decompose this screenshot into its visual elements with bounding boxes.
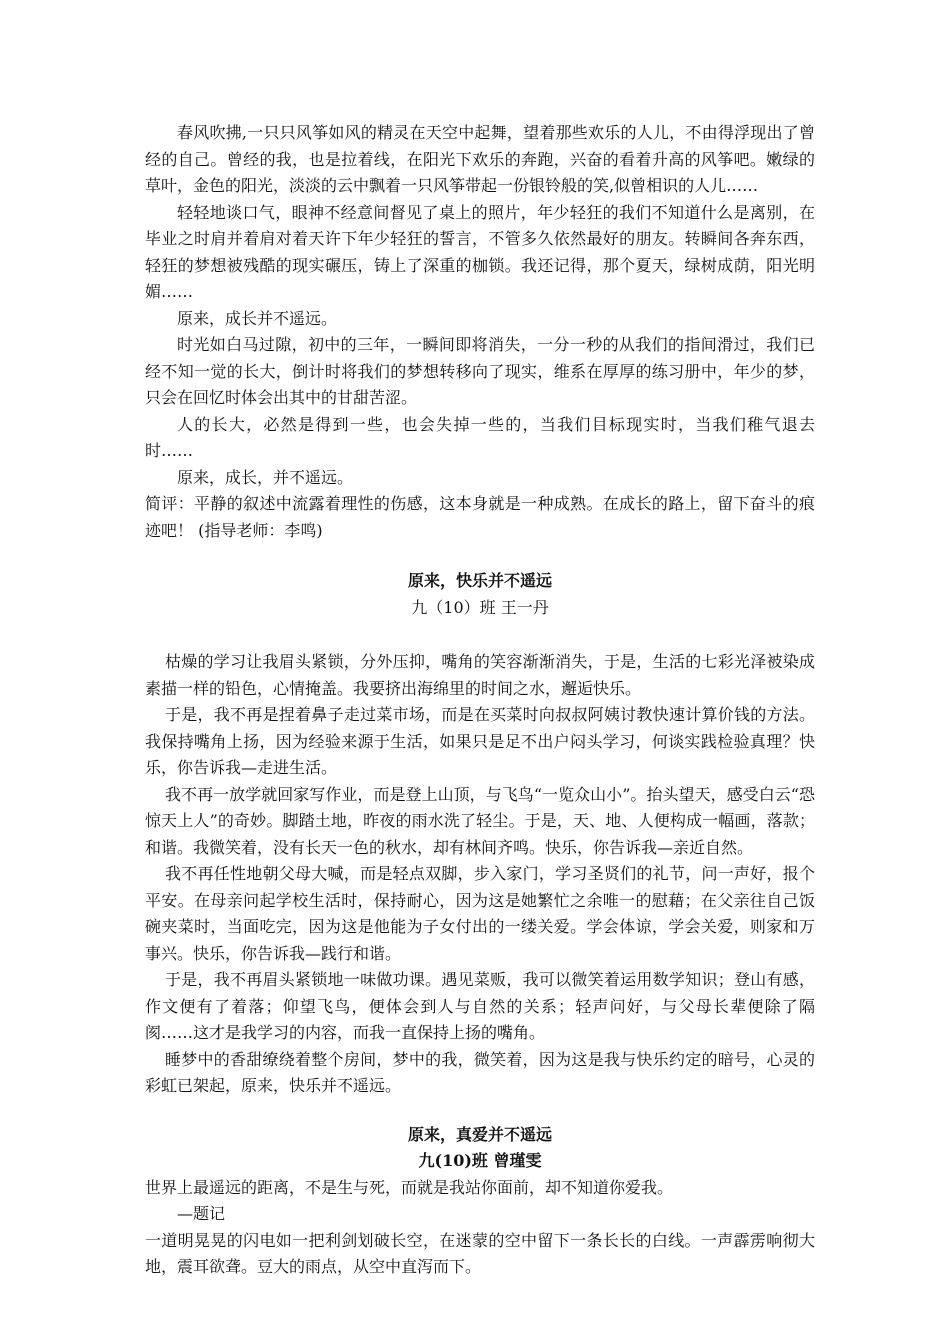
essay2-paragraph-1: 枯燥的学习让我眉头紧锁，分外压抑，嘴角的笑容渐渐消失，于是，生活的七彩光泽被染成素描一样的铅色，心情掩盖。我要挤出海绵里的时间之水，邂逅快乐。 <box>145 652 815 698</box>
essay-happiness <box>145 568 815 1100</box>
essay2-paragraph-3: 我不再一放学就回家写作业，而是登上山顶，与飞鸟“一览众山小”。抬头望天，感受白云“恐惊天上人”的奇妙。脚踏土地，昨夜的雨水洗了轻尘。于是，天、地、人便构成一幅画，落款；和谐。我微笑着，没有长天一色的秋水，却有林间齐鸣。快乐，你告诉我—亲近自然。 <box>145 784 815 857</box>
essay1-paragraph-2: 轻轻地谈口气，眼神不经意间督见了桌上的照片，年少轻狂的我们不知道什么是离别，在毕业之时肩并着肩对着天许下年少轻狂的誓言，不管多久依然最好的朋友。转瞬间各奔东西，轻狂的梦想被残酷的现实碾压，铸上了深重的枷锁。我还记得，那个夏天，绿树成荫，阳光明媚…… <box>145 202 815 301</box>
essay1-paragraph-6: 原来，成长，并不遥远。 <box>177 467 354 487</box>
essay3-paragraph-1: 一道明晃晃的闪电如一把利剑划破长空，在迷蒙的空中留下一条长长的白线。一声霹雳响彻大地，震耳欲聋。豆大的雨点，从空中直泻而下。 <box>145 1230 815 1276</box>
essay2-paragraph-2: 于是，我不再是捏着鼻子走过菜市场，而是在买菜时向叔叔阿姨讨教快速计算价钱的方法。我保持嘴角上扬，因为经验来源于生活，如果只是足不出户闷头学习，何谈实践检验真理？快乐，你告诉我—走进生活。 <box>145 705 815 777</box>
essay1-paragraph-3: 原来，成长并不遥远。 <box>177 308 338 328</box>
essay2-paragraph-5: 于是，我不再眉头紧锁地一味做功课。遇见菜贩，我可以微笑着运用数学知识；登山有感，作文便有了着落；仰望飞鸟，便体会到人与自然的关系；轻声问好，与父母长辈便除了隔阂……这才是我学习的内容，而我一直保持上扬的嘴角。 <box>145 970 815 1042</box>
essay2-author: 九（10）班 王一丹 <box>411 597 549 617</box>
essay1-paragraph-1: 春风吹拂,一只只风筝如风的精灵在天空中起舞，望着那些欢乐的人儿，不由得浮现出了曾经的自己。曾经的我，也是拉着线，在阳光下欢乐的奔跑，兴奋的看着升高的风筝吧。嫩绿的草叶，金色的阳光，淡淡的云中飘着一只风筝带起一份银铃般的笑,似曾相识的人儿…… <box>145 123 815 195</box>
essay2-title: 原来，快乐并不遥远 <box>407 571 552 590</box>
spacer <box>145 1100 815 1122</box>
essay-love <box>145 1122 815 1281</box>
essay3-epigraph: 世界上最遥远的距离，不是生与死，而就是我站你面前，却不知道你爱我。 <box>145 1177 674 1197</box>
essay3-author: 九(10)班 曾瑾雯 <box>418 1151 542 1170</box>
essay3-epigraph-source: —题记 <box>177 1204 226 1223</box>
essay2-paragraph-6: 睡梦中的香甜缭绕着整个房间，梦中的我，微笑着，因为这是我与快乐约定的暗号，心灵的彩虹已架起，原来，快乐并不遥远。 <box>145 1049 815 1095</box>
essay2-paragraph-4: 我不再任性地朝父母大喊，而是轻点双脚，步入家门，学习圣贤们的礼节，问一声好，报个平安。在母亲问起学校生活时，保持耐心，因为这是她繁忙之余唯一的慰藉；在父亲往自己饭碗夹菜时，当面吃完，因为这是他能为子女付出的一缕关爱。学会体谅，学会关爱，则家和万事兴。快乐，你告诉我—践行和谐。 <box>145 864 815 963</box>
spacer <box>145 621 815 649</box>
essay1-paragraph-4: 时光如白马过隙，初中的三年，一瞬间即将消失，一分一秒的从我们的指间滑过，我们已经不知一觉的长大，倒计时将我们的梦想转移向了现实，维系在厚厚的练习册中，年少的梦，只会在回忆时体会出其中的甘甜苦涩。 <box>145 335 815 407</box>
essay3-title: 原来，真爱并不遥远 <box>407 1124 552 1144</box>
teacher-comment: 简评：平静的叙述中流露着理性的伤感，这本身就是一种成熟。在成长的路上，留下奋斗的痕迹吧！ (指导老师：李鸣) <box>145 494 815 540</box>
essay-growth <box>145 120 815 544</box>
essay1-paragraph-5: 人的长大，必然是得到一些，也会失掉一些的，当我们目标现实时，当我们稚气退去时…… <box>145 414 815 460</box>
document-page <box>145 120 815 1281</box>
spacer <box>145 544 815 568</box>
